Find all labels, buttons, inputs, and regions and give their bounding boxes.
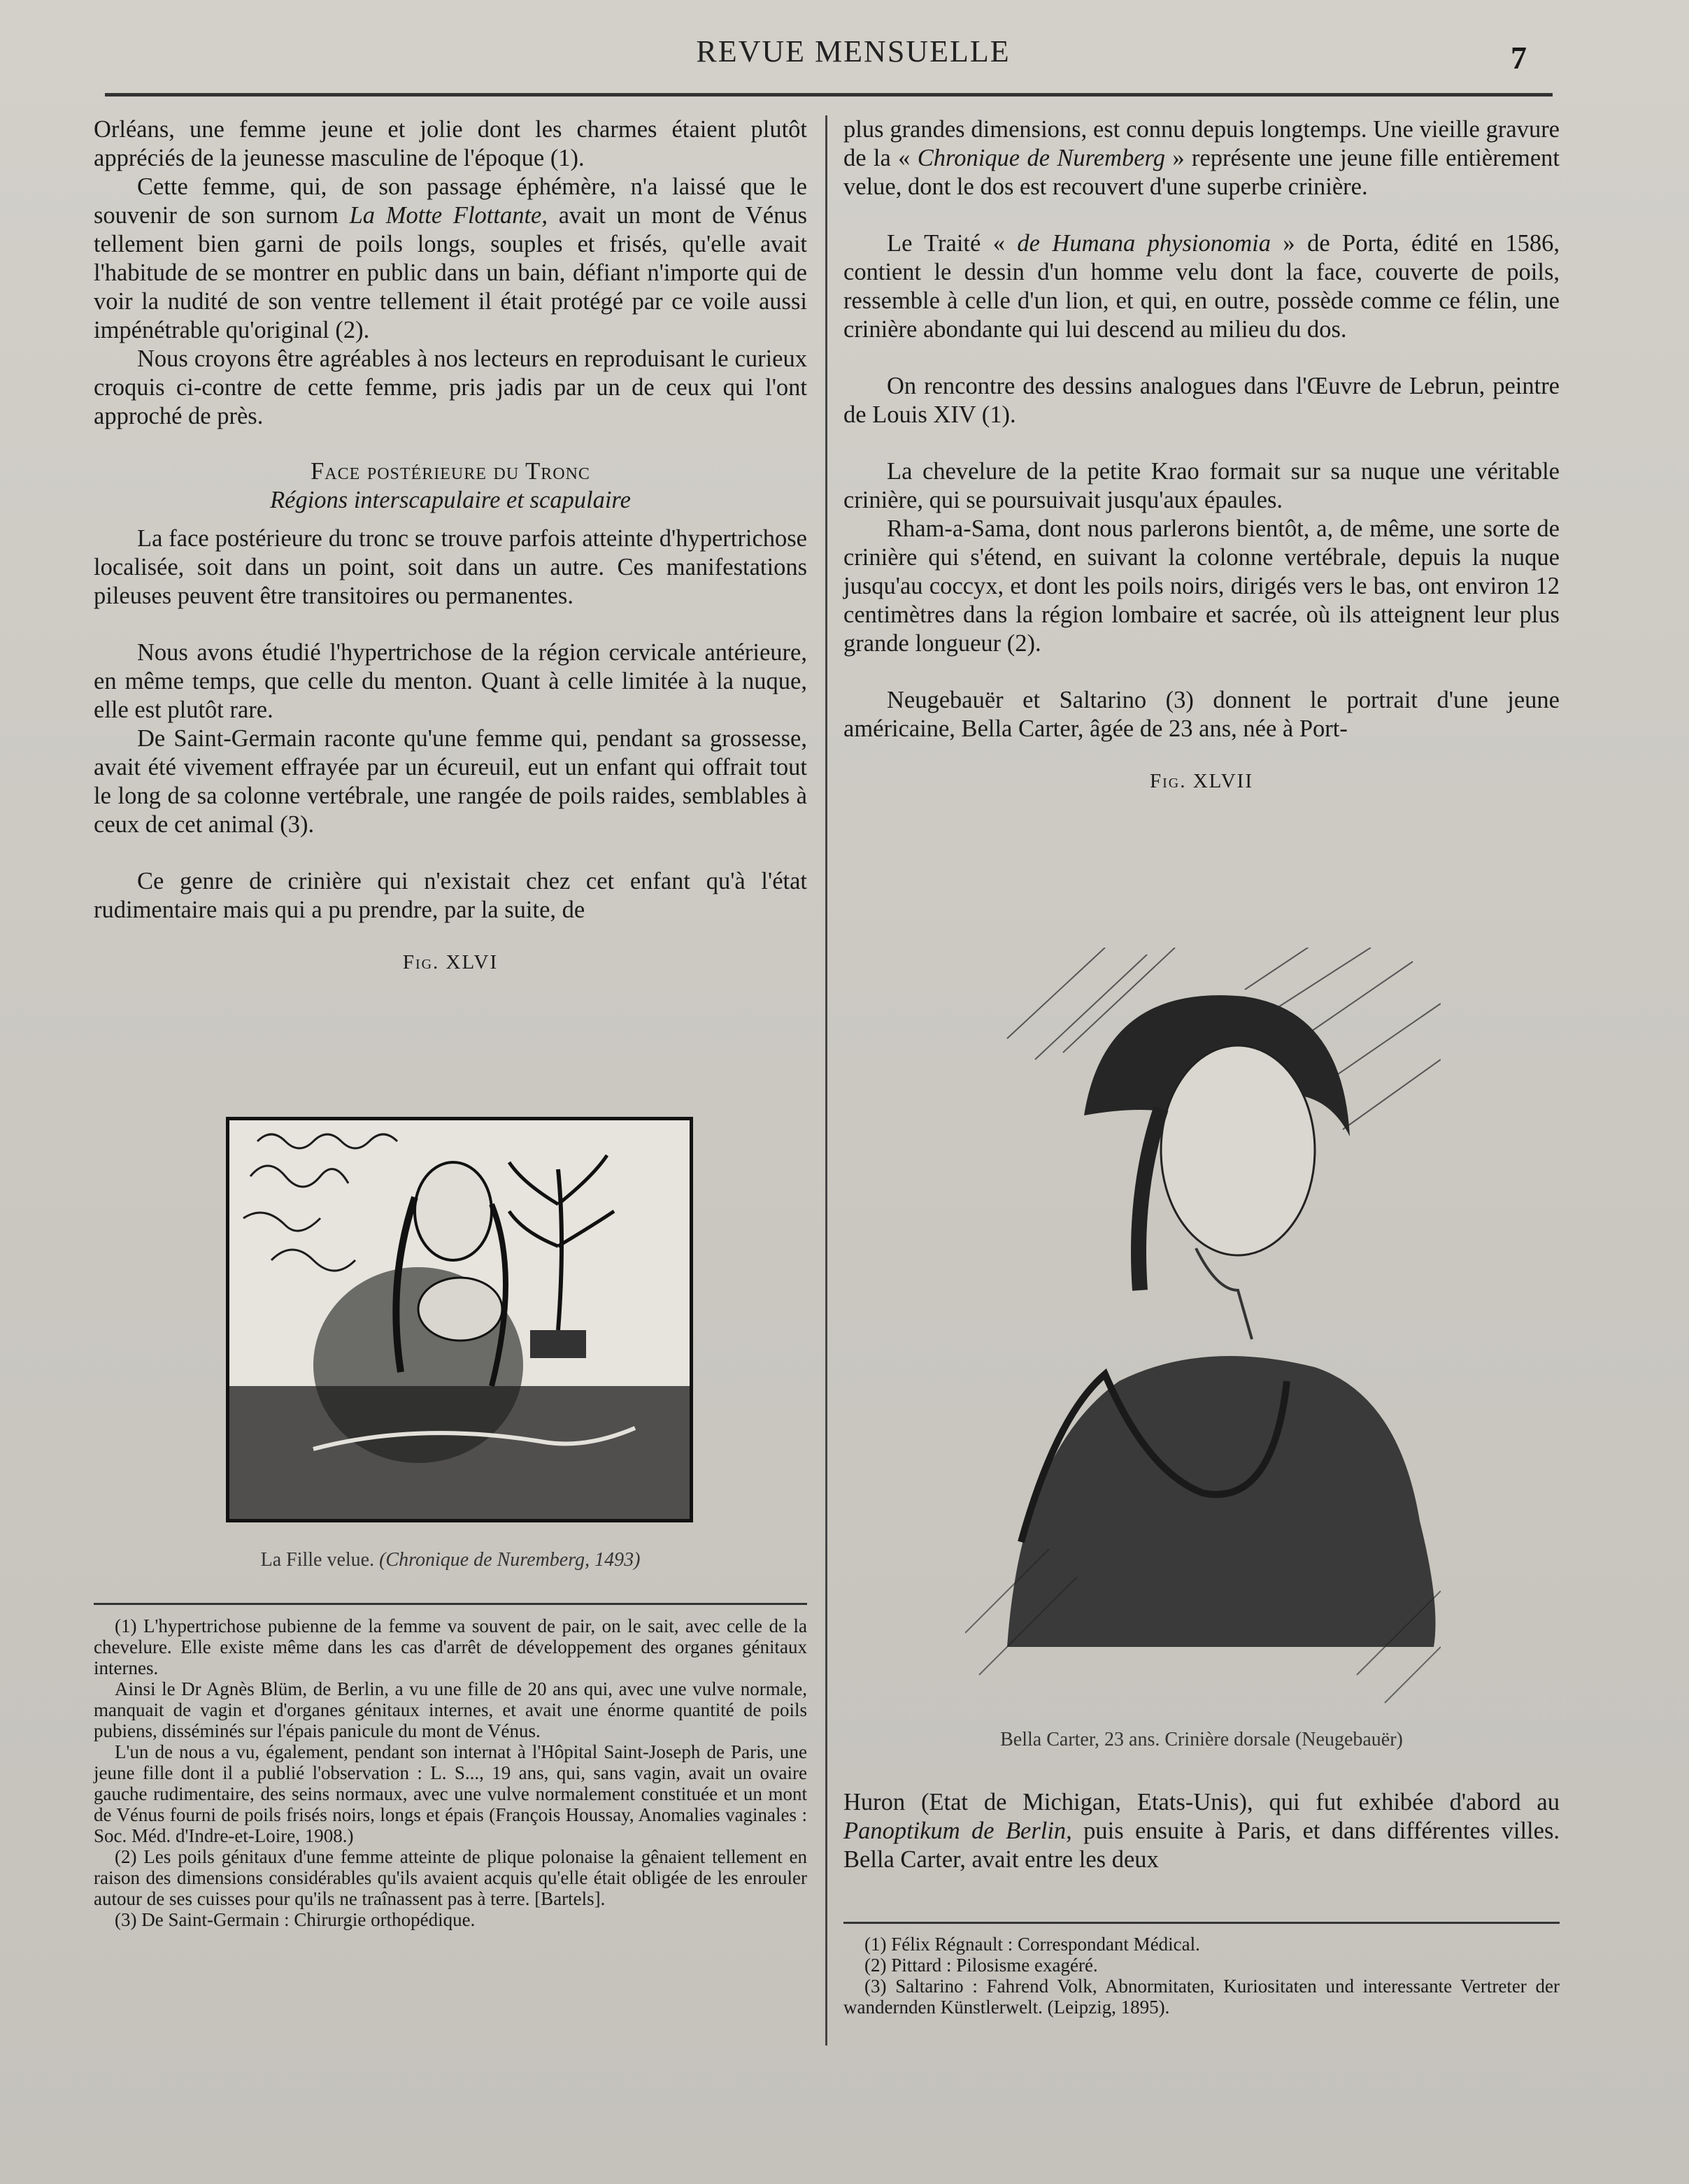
paragraph: Ce genre de crinière qui n'existait chez cet enfant qu'à l'état rudimentaire mais qui a pu prendre, par la suite, de: [94, 868, 807, 923]
woodcut-hairy-woman-image: [226, 1117, 693, 1522]
footnote: (2) Les poils génitaux d'une femme atteinte de plique polonaise la gênaient tellement en raison des dimensions considérables qu'ils avaient acquis qu'elle était obligée de les enrouler autour de ses cuisses pour qu'ils ne traînassent pas à terre. [Bartels].: [94, 1846, 807, 1909]
paragraph: De Saint-Germain raconte qu'une femme qui, pendant sa grossesse, avait été vivement effrayée par un écureuil, eut un enfant qui offrait tout le long de sa colonne vertébrale, une rangée de poils raides, semblables à ceux de cet animal (3).: [94, 725, 807, 838]
footnote: (2) Pittard : Pilosisme exagéré.: [864, 1955, 1098, 1976]
footnote: (3) De Saint-Germain : Chirurgie orthopédique.: [115, 1909, 476, 1930]
paragraph: plus grandes dimensions, est connu depuis longtemps. Une vieille gravure de la « Chronique de Nuremberg » représente une jeune fille entièrement velue, dont le dos est recouvert d'une superbe crinière.: [843, 116, 1560, 200]
column-divider: [825, 115, 827, 2046]
paragraph: La face postérieure du tronc se trouve parfois atteinte d'hypertrichose localisée, soit dans un point, soit dans un autre. Ces manifestations pileuses peuvent être transitoires ou permanentes.: [94, 525, 807, 609]
section-subtitle: Régions interscapulaire et scapulaire: [270, 487, 631, 513]
paragraph: Le Traité « de Humana physionomia » de Porta, édité en 1586, contient le dessin d'un homme velu dont la face, couverte de poils, ressemble à celle d'un lion, et qui, en outre, possède comme ce félin, une crinière abondante qui lui descend au milieu du dos.: [843, 230, 1560, 343]
figure-caption: La Fille velue. (Chronique de Nuremberg, 1493): [260, 1549, 641, 1571]
figure-caption: Bella Carter, 23 ans. Crinière dorsale (Neugebauër): [1000, 1729, 1403, 1750]
section-title: Face postérieure du Tronc: [311, 458, 590, 485]
right-column: [843, 115, 1560, 796]
figure-label: Fig. XLVII: [1150, 770, 1253, 792]
bella-carter-portrait-image: [965, 948, 1441, 1717]
page-number: 7: [1511, 40, 1527, 76]
footnotes-left: [94, 1615, 807, 1930]
paragraph: Cette femme, qui, de son passage éphémère, n'a laissé que le souvenir de son surnom La Motte Flottante, avait un mont de Vénus tellement bien garni de poils longs, souples et frisés, qu'elle avait l'habitude de se montrer en public dans un bain, défiant n'importe qui de voir la nudité de son ventre tellement il était protégé par ce voile aussi impénétrable qu'original (2).: [94, 173, 808, 343]
paragraph: Neugebauër et Saltarino (3) donnent le portrait d'une jeune américaine, Bella Carter, âgée de 23 ans, née à Port-: [843, 687, 1560, 742]
footnote: (3) Saltarino : Fahrend Volk, Abnormitaten, Kuriositaten und interessante Vertreter der wandernden Künstlerwelt. (Leipzig, 1895).: [843, 1976, 1560, 2018]
paragraph: Orléans, une femme jeune et jolie dont les charmes étaient plutôt appréciés de la jeunesse masculine de l'époque (1).: [94, 116, 807, 171]
footnotes-right: [843, 1934, 1560, 2018]
paragraph: La chevelure de la petite Krao formait sur sa nuque une véritable crinière, qui se poursuivait jusqu'aux épaules.: [843, 458, 1560, 513]
footnote: Ainsi le Dr Agnès Blüm, de Berlin, a vu une fille de 20 ans qui, avec une vulve normale, manquait de vagin et d'organes génitaux internes, et avait une énorme quantité de poils pubiens, disséminés sur l'épais panicule du mont de Vénus.: [94, 1678, 807, 1741]
left-column: [94, 115, 807, 977]
right-column-continued: [843, 1788, 1560, 1874]
paragraph: Nous croyons être agréables à nos lecteurs en reproduisant le curieux croquis ci-contre de cette femme, pris jadis par un de ceux qui l'ont approché de près.: [94, 345, 807, 429]
footnote-rule: [843, 1922, 1560, 1924]
footnote: (1) L'hypertrichose pubienne de la femme va souvent de pair, on le sait, avec celle de la chevelure. Elle existe même dans les cas d'arrêt de développement des organes génitaux internes.: [94, 1615, 807, 1678]
header-rule: [105, 93, 1553, 97]
running-title: REVUE MENSUELLE: [696, 34, 1011, 69]
footnote: (1) Félix Régnault : Correspondant Médical.: [864, 1934, 1200, 1955]
footnote-rule: [94, 1603, 807, 1605]
paragraph: Rham-a-Sama, dont nous parlerons bientôt, a, de même, une sorte de crinière qui s'étend, en suivant la colonne vertébrale, depuis la nuque jusqu'au coccyx, et dont les poils noirs, dirigés vers le bas, ont environ 12 centimètres dans la région lombaire et sacrée, où ils atteignent leur plus grande longueur (2).: [843, 515, 1560, 657]
footnote: L'un de nous a vu, également, pendant son internat à l'Hôpital Saint-Joseph de Paris, une jeune fille dont il a publié l'observation : L. S..., 19 ans, qui, sans vagin, avait un ovaire gauche rudimentaire, des seins normaux, avec une vulve normalement constituée et un mont de Vénus fourni de poils frisés noirs, longs et épais (François Houssay, Anomalies vaginales : Soc. Méd. d'Indre-et-Loire, 1908.): [94, 1741, 807, 1846]
paragraph: Nous avons étudié l'hypertrichose de la région cervicale antérieure, en même temps, que celle du menton. Quant à celle limitée à la nuque, elle est plutôt rare.: [94, 639, 807, 723]
figure-label: Fig. XLVI: [402, 951, 499, 973]
paragraph: On rencontre des dessins analogues dans l'Œuvre de Lebrun, peintre de Louis XIV (1).: [843, 373, 1560, 428]
paragraph: Huron (Etat de Michigan, Etats-Unis), qui fut exhibée d'abord au Panoptikum de Berlin, puis ensuite à Paris, et dans différentes villes. Bella Carter, avait entre les deux: [843, 1789, 1560, 1873]
